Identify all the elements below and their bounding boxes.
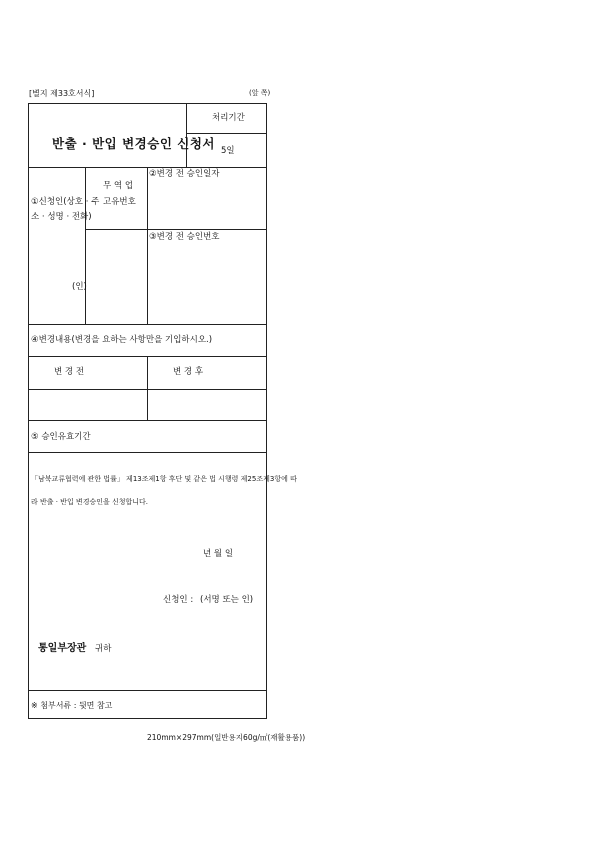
applicant-label: ①신청인(상호 · 주 — [31, 197, 100, 207]
divider — [186, 103, 187, 167]
addressee-suffix: 귀하 — [95, 644, 112, 654]
statement-line-1: 「남북교류협력에 관한 법률」 제13조제1항 후단 및 같은 법 시행령 제25조제3항에 따 — [31, 475, 297, 483]
change-details-label: ④변경내용(변경을 요하는 사항만을 기입하시오.) — [31, 335, 213, 345]
divider — [85, 229, 267, 230]
signer-label: 신청인 : — [163, 595, 194, 605]
date-line: 년 월 일 — [203, 549, 234, 559]
divider — [186, 133, 267, 134]
divider — [28, 452, 267, 453]
change-after-header: 변 경 후 — [173, 367, 204, 377]
divider — [147, 356, 148, 420]
form-title: 반출 · 반입 변경승인 신청서 — [52, 136, 215, 151]
paper-spec-footer: 210mm×297mm(일반용지60g/㎡(재활용품)) — [147, 733, 306, 742]
divider — [28, 690, 267, 691]
seal-mark: (인) — [72, 282, 87, 292]
processing-period-label: 처리기간 — [212, 113, 245, 123]
trade-id-label-cont: 고유번호 — [103, 197, 136, 207]
prev-approval-date-label: ②변경 전 승인일자 — [149, 169, 220, 179]
change-before-header: 변 경 전 — [54, 367, 85, 377]
form-reference: [별지 제33호서식] — [29, 89, 95, 98]
trade-id-label: 무 역 업 — [103, 181, 134, 191]
signature-note: (서명 또는 인) — [200, 595, 254, 605]
statement-line-2: 라 반출 · 반입 변경승인을 신청합니다. — [31, 498, 149, 506]
processing-period-value: 5일 — [221, 146, 235, 156]
page-side-mark: (앞 쪽) — [249, 89, 271, 97]
divider — [85, 167, 86, 324]
validity-period-label: ⑤ 승인유효기간 — [31, 432, 91, 442]
attachment-note: ※ 첨부서류 : 뒷면 참고 — [31, 701, 113, 710]
divider — [28, 420, 267, 421]
prev-approval-number-label: ③변경 전 승인번호 — [149, 232, 220, 242]
divider — [28, 324, 267, 325]
addressee-name: 통일부장관 — [38, 643, 87, 654]
divider — [147, 167, 148, 324]
applicant-label-cont: 소 · 성명 · 전화) — [31, 212, 92, 222]
